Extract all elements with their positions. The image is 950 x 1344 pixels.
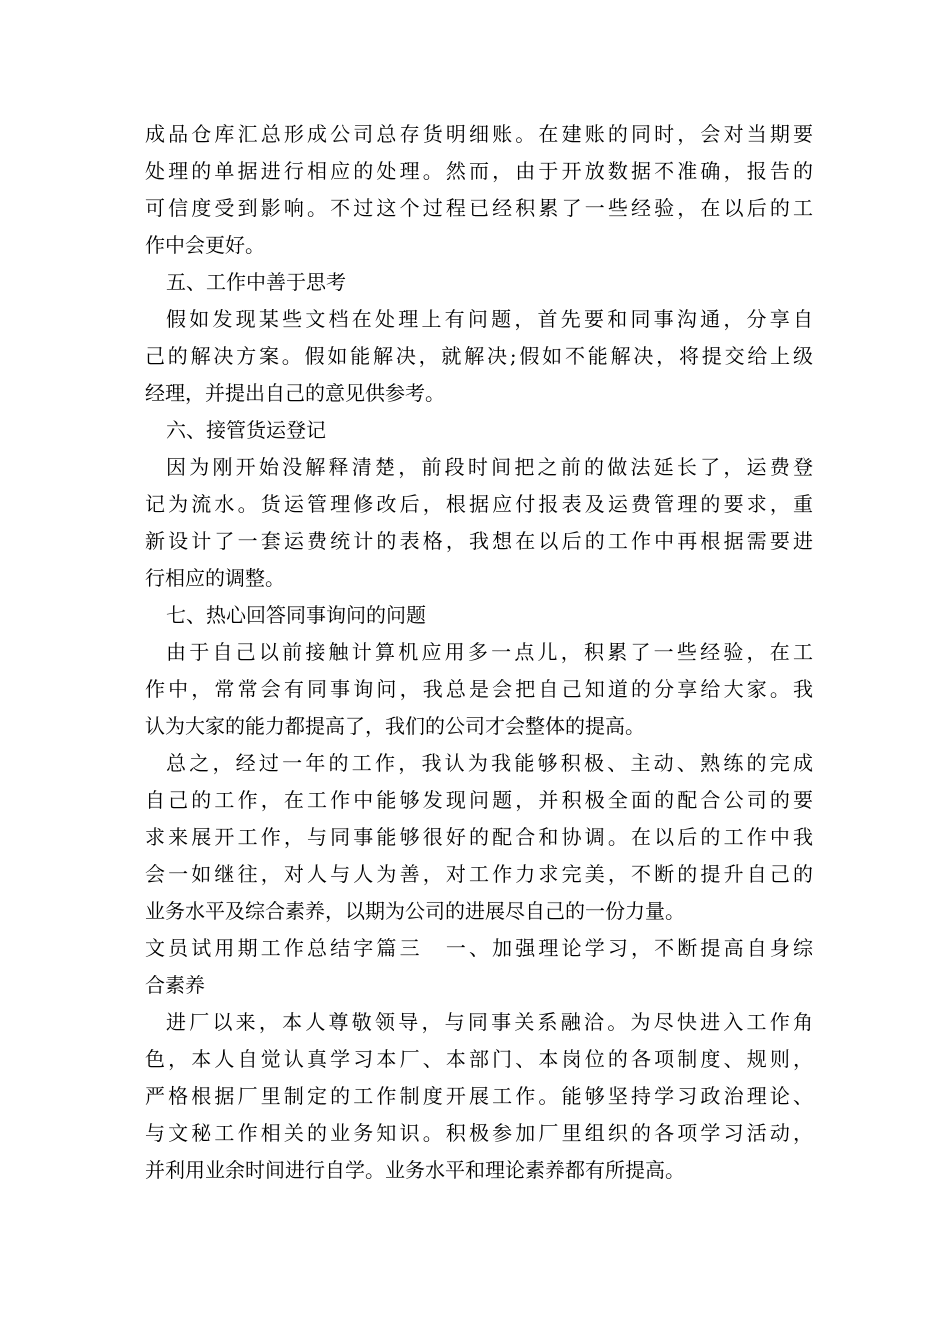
text-line: 合素养 (145, 973, 205, 997)
text-line: 严格根据厂里制定的工作制度开展工作。能够坚持学习政治理论、 (145, 1084, 813, 1108)
text-line: 与文秘工作相关的业务知识。积极参加厂里组织的各项学习活动， (145, 1121, 813, 1145)
section-heading: 五、工作中善于思考 (166, 270, 346, 294)
text-line: 假如发现某些文档在处理上有问题，首先要和同事沟通，分享自 (166, 307, 813, 331)
text-line: 新设计了一套运费统计的表格，我想在以后的工作中再根据需要进 (145, 529, 813, 553)
text-line: 会一如继往，对人与人为善，对工作力求完美，不断的提升自己的 (145, 862, 813, 886)
text-line: 经理，并提出自己的意见供参考。 (145, 381, 445, 405)
text-line: 业务水平及综合素养，以期为公司的进展尽自己的一份力量。 (145, 899, 685, 923)
text-line: 进厂以来，本人尊敬领导，与同事关系融洽。为尽快进入工作角 (166, 1010, 813, 1034)
text-line: 可信度受到影响。不过这个过程已经积累了一些经验，在以后的工 (145, 196, 813, 220)
text-line: 处理的单据进行相应的处理。然而，由于开放数据不准确，报告的 (145, 159, 813, 183)
text-line: 色，本人自觉认真学习本厂、本部门、本岗位的各项制度、规则， (145, 1047, 813, 1071)
text-line: 成品仓库汇总形成公司总存货明细账。在建账的同时，会对当期要 (145, 122, 813, 146)
text-line: 作中会更好。 (145, 233, 265, 257)
text-line: 认为大家的能力都提高了，我们的公司才会整体的提高。 (145, 714, 645, 738)
text-line: 行相应的调整。 (145, 566, 285, 590)
text-line: 因为刚开始没解释清楚，前段时间把之前的做法延长了，运费登 (166, 455, 813, 479)
section-heading: 七、热心回答同事询问的问题 (166, 603, 426, 627)
text-line: 己的解决方案。假如能解决，就解决;假如不能解决，将提交给上级 (145, 344, 813, 368)
text-line: 由于自己以前接触计算机应用多一点儿，积累了一些经验，在工 (166, 640, 813, 664)
text-line: 自己的工作，在工作中能够发现问题，并积极全面的配合公司的要 (145, 788, 813, 812)
text-line: 记为流水。货运管理修改后，根据应付报表及运费管理的要求，重 (145, 492, 813, 516)
document-body (145, 116, 813, 1189)
article-title-line: 文员试用期工作总结字篇三 一、加强理论学习，不断提高自身综 (145, 936, 813, 960)
text-line: 作中，常常会有同事询问，我总是会把自己知道的分享给大家。我 (145, 677, 813, 701)
text-line: 并利用业余时间进行自学。业务水平和理论素养都有所提高。 (145, 1158, 685, 1182)
text-line: 总之，经过一年的工作，我认为我能够积极、主动、熟练的完成 (166, 751, 813, 775)
section-heading: 六、接管货运登记 (166, 418, 326, 442)
text-line: 求来展开工作，与同事能够很好的配合和协调。在以后的工作中我 (145, 825, 813, 849)
